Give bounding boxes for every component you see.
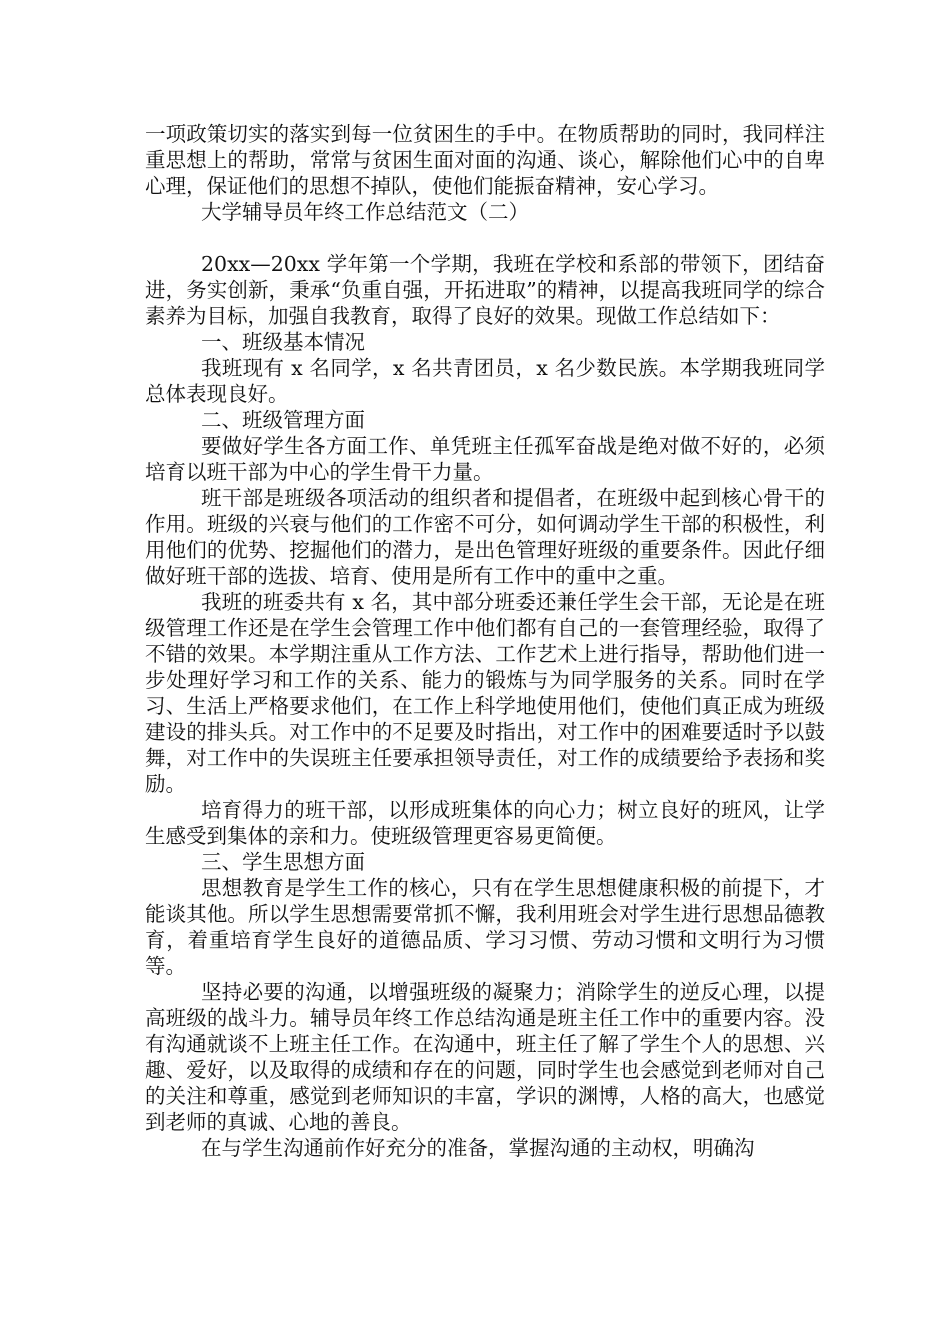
paragraph-thought-3: 在与学生沟通前作好充分的准备，掌握沟通的主动权，明确沟	[201, 1136, 755, 1160]
paragraph-management-4: 培育得力的班干部，以形成班集体的向心力；树立良好的班风，让学生感受到集体的亲和力。使班级管理更容易更简便。	[145, 798, 825, 848]
heading-student-thought: 三、学生思想方面	[201, 850, 365, 874]
blank-line	[145, 225, 825, 251]
document-body	[145, 121, 825, 1161]
heading-class-management: 二、班级管理方面	[201, 408, 365, 432]
paragraph-class-overview: 我班现有 x 名同学，x 名共青团员，x 名少数民族。本学期我班同学总体表现良好。	[145, 356, 825, 406]
paragraph-management-3: 我班的班委共有 x 名，其中部分班委还兼任学生会干部，无论是在班级管理工作还是在学生会管理工作中他们都有自己的一套管理经验，取得了不错的效果。本学期注重从工作方法、工作艺术上进行指导，帮助他们进一步处理好学习和工作的关系、能力的锻炼与为同学服务的关系。同时在学习、生活上严格要求他们，在工作上科学地使用他们，使他们真正成为班级建设的排头兵。对工作中的不足要及时指出，对工作中的困难要适时予以鼓舞，对工作中的失误班主任要承担领导责任，对工作的成绩要给予表扬和奖励。	[145, 590, 825, 796]
paragraph-1: 一项政策切实的落实到每一位贫困生的手中。在物质帮助的同时，我同样注重思想上的帮助，常常与贫困生面对面的沟通、谈心，解除他们心中的自卑心理，保证他们的思想不掉队，使他们能振奋精神，安心学习。	[145, 122, 825, 198]
heading-class-overview: 一、班级基本情况	[201, 330, 365, 354]
section-title: 大学辅导员年终工作总结范文（二）	[201, 200, 529, 224]
paragraph-management-1: 要做好学生各方面工作、单凭班主任孤军奋战是绝对做不好的，必须培育以班干部为中心的学生骨干力量。	[145, 434, 825, 484]
paragraph-management-2: 班干部是班级各项活动的组织者和提倡者，在班级中起到核心骨干的作用。班级的兴衰与他们的工作密不可分，如何调动学生干部的积极性，利用他们的优势、挖掘他们的潜力，是出色管理好班级的重要条件。因此仔细做好班干部的选拔、培育、使用是所有工作中的重中之重。	[145, 486, 825, 588]
paragraph-thought-2: 坚持必要的沟通，以增强班级的凝聚力；消除学生的逆反心理，以提高班级的战斗力。辅导员年终工作总结沟通是班主任工作中的重要内容。没有沟通就谈不上班主任工作。在沟通中，班主任了解了学生个人的思想、兴趣、爱好，以及取得的成绩和存在的问题，同时学生也会感觉到老师对自己的关注和尊重，感觉到老师知识的丰富，学识的渊博，人格的高大，也感觉到老师的真诚、心地的善良。	[145, 980, 825, 1134]
paragraph-intro: 20xx—20xx 学年第一个学期，我班在学校和系部的带领下，团结奋进，务实创新，秉承“负重自强，开拓进取”的精神，以提高我班同学的综合素养为目标，加强自我教育，取得了良好的效果。现做工作总结如下：	[145, 252, 825, 328]
paragraph-thought-1: 思想教育是学生工作的核心，只有在学生思想健康积极的前提下，才能谈其他。所以学生思想需要常抓不懈，我利用班会对学生进行思想品德教育，着重培育学生良好的道德品质、学习习惯、劳动习惯和文明行为习惯等。	[145, 876, 825, 978]
